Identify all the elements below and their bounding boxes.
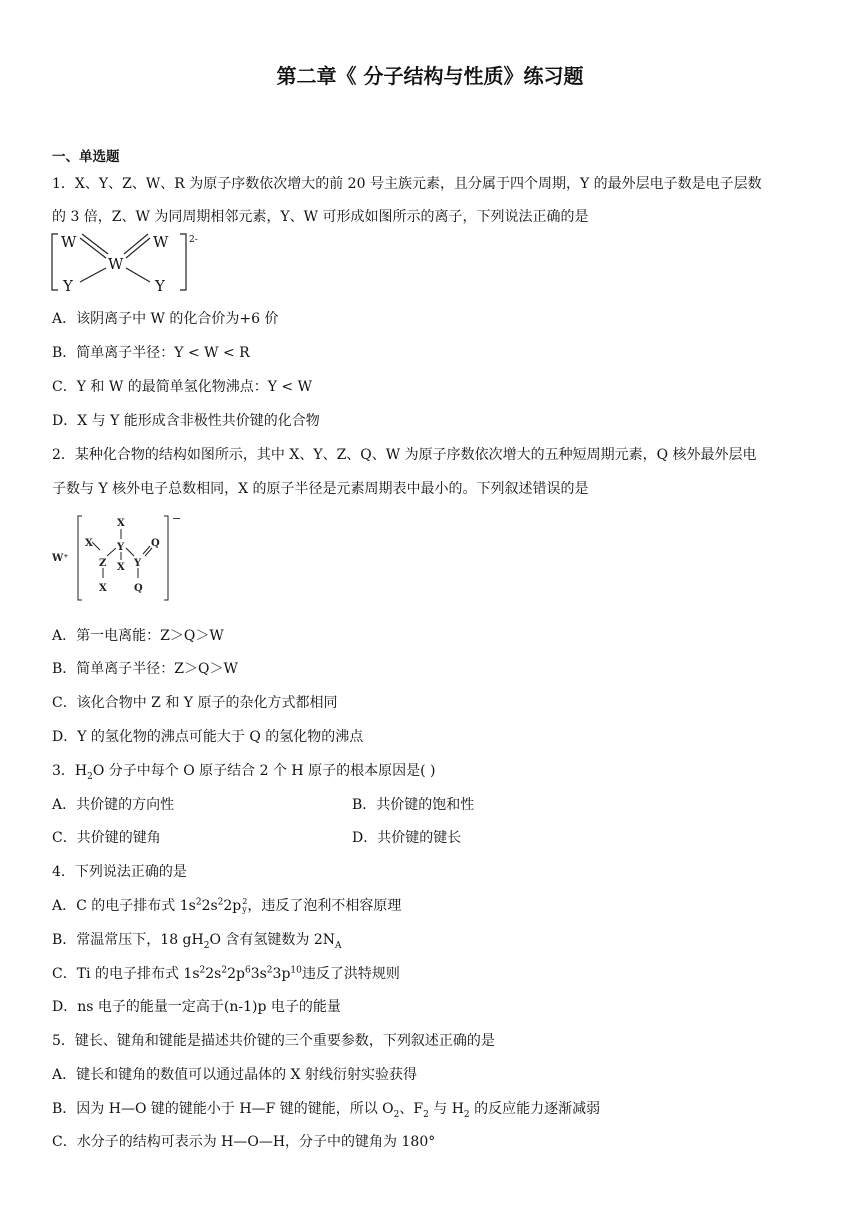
page-title: 第二章《 分子结构与性质》练习题: [276, 64, 584, 88]
q5-option-c: C．水分子的结构可表示为 H—O—H，分子中的键角为 180°: [52, 1134, 436, 1150]
q5-option-b: B．因为 H—O 键的键能小于 H—F 键的键能，所以 $O_2$、$F_2$ 与 $H_2$ 的反应能力逐渐减弱: [52, 1101, 601, 1120]
q2-cation: W⁺: [52, 553, 69, 564]
q1-atom-y-right: Y: [155, 277, 165, 294]
q1-ion-charge: 2-: [189, 235, 198, 245]
q1-atom-w-right: W: [153, 233, 169, 251]
q2-atom-y-center: Y: [117, 542, 125, 553]
q1-ion-diagram: [50, 230, 210, 294]
q3-option-d: D．共价键的键长: [352, 830, 462, 846]
q2-atom-q-top: Q: [151, 538, 160, 549]
q4-option-d: D．ns 电子的能量一定高于(n-1)p 电子的能量: [52, 999, 341, 1015]
q1-atom-w-left: W: [61, 233, 77, 251]
q2-option-b: B．简单离子半径：Z＞Q＞W: [52, 661, 238, 677]
q1-atom-y-left: Y: [63, 277, 73, 294]
q2-atom-x-top: X: [117, 518, 125, 529]
q1-option-d: D．X 与 Y 能形成含非极性共价键的化合物: [52, 413, 320, 429]
q2-option-a: A．第一电离能：Z＞Q＞W: [52, 628, 224, 644]
q2-atom-z: Z: [99, 558, 107, 569]
q3-option-b: B．共价键的饱和性: [352, 797, 475, 813]
q2-atom-y-right: Y: [134, 558, 142, 569]
q1-option-c: C．Y 和 W 的最简单氢化物沸点：Y < W: [52, 379, 312, 395]
q2-stem-line1: 2．某种化合物的结构如图所示，其中 X、Y、Z、Q、W 为原子序数依次增大的五种短周期元素，Q 核外最外层电: [52, 447, 757, 463]
q5-stem: 5．键长、键角和键能是描述共价键的三个重要参数，下列叙述正确的是: [52, 1033, 495, 1049]
q2-atom-q-bottom: Q: [134, 583, 143, 594]
q2-stem-line2: 子数与 Y 核外电子总数相同，X 的原子半径是元素周期表中最小的。下列叙述错误的是: [52, 481, 589, 497]
q2-structure-diagram: [50, 512, 190, 604]
q3-option-c: C．共价键的键角: [52, 830, 161, 846]
q2-atom-x-bottom: X: [99, 583, 107, 594]
q4-option-a: A．C 的电子排布式 $1s^22s^22p$ 2 y ，违反了泡利不相容原理: [52, 897, 402, 914]
q2-atom-x-middle: X: [117, 562, 125, 573]
q1-stem-line1: 1．X、Y、Z、W、R 为原子序数依次增大的前 20 号主族元素，且分属于四个周期，Y 的最外层电子数是电子层数: [52, 176, 762, 192]
q1-atom-w-center: W: [108, 255, 124, 273]
q1-option-a: A．该阴离子中 W 的化合价为+6 价: [52, 311, 279, 327]
q3-option-a: A．共价键的方向性: [52, 797, 175, 813]
q4-stem: 4．下列说法正确的是: [52, 864, 187, 880]
q4-option-b: B．常温常压下，18 $gH_2O$ 含有氢键数为 $2N_A$: [52, 932, 342, 951]
q1-option-b: B．简单离子半径：Y < W < R: [52, 345, 250, 361]
section-label: 一、单选题: [52, 149, 120, 165]
q4-option-c: C．Ti 的电子排布式 $1s^22s^22p^63s^23p^{10}$违反了洪特规则: [52, 965, 400, 982]
q2-option-c: C．该化合物中 Z 和 Y 原子的杂化方式都相同: [52, 695, 338, 711]
q1-stem-line2: 的 3 倍，Z、W 为同周期相邻元素，Y、W 可形成如图所示的离子，下列说法正确的是: [52, 209, 589, 225]
q3-stem: 3．$H_2O$ 分子中每个 O 原子结合 2 个 H 原子的根本原因是( ): [52, 763, 436, 782]
q5-option-a: A．键长和键角的数值可以通过晶体的 X 射线衍射实验获得: [52, 1067, 417, 1083]
q2-ion-charge: −: [172, 512, 182, 525]
q2-atom-x-left: X: [85, 538, 93, 549]
q2-option-d: D．Y 的氢化物的沸点可能大于 Q 的氢化物的沸点: [52, 729, 364, 745]
